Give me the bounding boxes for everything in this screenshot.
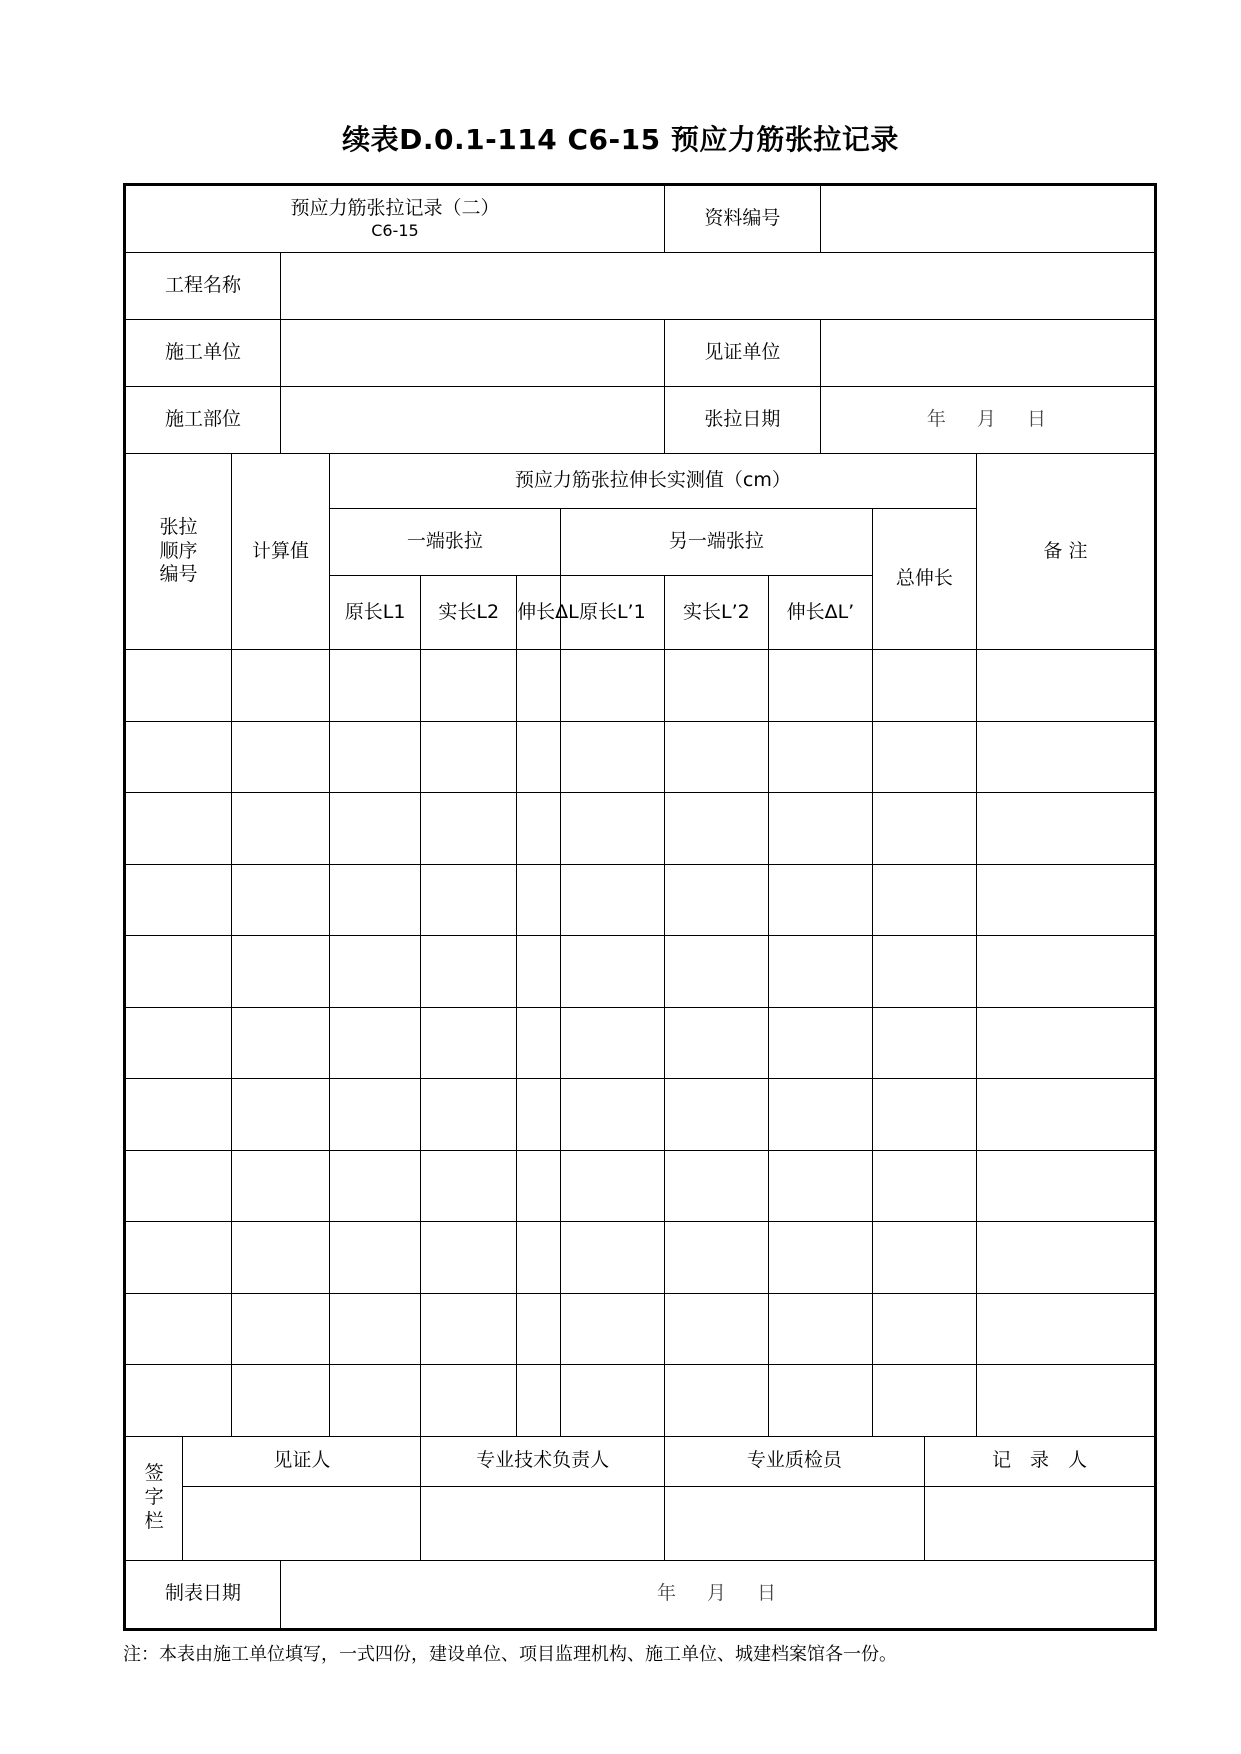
dl-cell[interactable]: [517, 1079, 561, 1151]
dl-cell[interactable]: [517, 1007, 561, 1079]
table-row: [125, 1079, 1156, 1151]
dlp-cell[interactable]: [768, 936, 872, 1008]
tension-date-label: 张拉日期: [664, 387, 820, 454]
remarks-cell[interactable]: [976, 650, 1155, 722]
one-end-tension-header: 一端张拉: [329, 509, 560, 576]
calculated-cell[interactable]: [232, 793, 330, 865]
construction-part-label: 施工部位: [125, 387, 281, 454]
table-row: [125, 1293, 1156, 1365]
dl-cell[interactable]: [517, 793, 561, 865]
sequence-cell[interactable]: [125, 1079, 232, 1151]
witness-unit-label: 见证单位: [664, 320, 820, 387]
sequence-header-line3: 编号: [159, 563, 198, 586]
l2-cell[interactable]: [421, 1007, 517, 1079]
table-row: [125, 793, 1156, 865]
sequence-cell[interactable]: [125, 1293, 232, 1365]
construction-unit-field[interactable]: [281, 320, 665, 387]
form-code: C6-15: [371, 220, 419, 240]
l2p-cell[interactable]: [664, 1293, 768, 1365]
sequence-header-line2: 顺序: [159, 539, 198, 562]
remarks-cell[interactable]: [976, 1007, 1155, 1079]
total-cell[interactable]: [872, 936, 976, 1008]
l1p-cell[interactable]: [560, 1079, 664, 1151]
tension-record-form: [123, 183, 1157, 1631]
sequence-number-header: [125, 454, 232, 650]
remarks-header: 备 注: [976, 454, 1155, 650]
actual-length-l2-header: 实长L2: [421, 576, 517, 650]
l1p-cell[interactable]: [560, 793, 664, 865]
l1p-cell[interactable]: [560, 1365, 664, 1437]
remarks-cell[interactable]: [976, 793, 1155, 865]
actual-length-l2p-header: 实长L’2: [664, 576, 768, 650]
total-cell[interactable]: [872, 864, 976, 936]
table-row: [125, 721, 1156, 793]
quality-inspector-header: 专业质检员: [664, 1436, 924, 1486]
calculated-cell[interactable]: [232, 1150, 330, 1222]
project-name-label: 工程名称: [125, 253, 281, 320]
signature-label-line2: 字: [144, 1486, 164, 1509]
l1-cell[interactable]: [329, 650, 421, 722]
table-row: [125, 1365, 1156, 1437]
total-elongation-header: 总伸长: [872, 509, 976, 650]
sequence-cell[interactable]: [125, 936, 232, 1008]
l1-cell[interactable]: [329, 1222, 421, 1294]
l2p-cell[interactable]: [664, 650, 768, 722]
calculated-cell[interactable]: [232, 1293, 330, 1365]
l1p-cell[interactable]: [560, 936, 664, 1008]
dlp-cell[interactable]: [768, 1365, 872, 1437]
technical-lead-header: 专业技术负责人: [421, 1436, 665, 1486]
dl-cell[interactable]: [517, 1293, 561, 1365]
calculated-cell[interactable]: [232, 650, 330, 722]
calculated-cell[interactable]: [232, 864, 330, 936]
recorder-signature-field[interactable]: [924, 1486, 1155, 1560]
doc-no-field[interactable]: [820, 185, 1155, 253]
remarks-cell[interactable]: [976, 1079, 1155, 1151]
total-cell[interactable]: [872, 1007, 976, 1079]
form-name: 预应力筋张拉记录（二）: [290, 197, 500, 220]
measured-elongation-header: 预应力筋张拉伸长实测值（cm）: [329, 454, 976, 509]
calculated-cell[interactable]: [232, 936, 330, 1008]
l1p-cell[interactable]: [560, 1293, 664, 1365]
dl-cell[interactable]: [517, 721, 561, 793]
calculated-cell[interactable]: [232, 721, 330, 793]
dlp-cell[interactable]: [768, 721, 872, 793]
l2-cell[interactable]: [421, 1222, 517, 1294]
l1p-cell[interactable]: [560, 1150, 664, 1222]
witness-header: 见证人: [183, 1436, 421, 1486]
l2-cell[interactable]: [421, 1293, 517, 1365]
l2p-cell[interactable]: [664, 1079, 768, 1151]
table-row: [125, 650, 1156, 722]
original-length-l1-header: 原长L1: [329, 576, 421, 650]
total-cell[interactable]: [872, 1293, 976, 1365]
dlp-cell[interactable]: [768, 1222, 872, 1294]
calculated-cell[interactable]: [232, 1365, 330, 1437]
dl-cell[interactable]: [517, 864, 561, 936]
l2p-cell[interactable]: [664, 1007, 768, 1079]
sequence-cell[interactable]: [125, 1007, 232, 1079]
l2-cell[interactable]: [421, 936, 517, 1008]
l1p-cell[interactable]: [560, 864, 664, 936]
table-row: [125, 1007, 1156, 1079]
l1p-cell[interactable]: [560, 1007, 664, 1079]
construction-part-field[interactable]: [281, 387, 665, 454]
construction-unit-label: 施工单位: [125, 320, 281, 387]
l2-cell[interactable]: [421, 650, 517, 722]
signature-label-line3: 栏: [144, 1509, 164, 1532]
l1-cell[interactable]: [329, 721, 421, 793]
l1p-cell[interactable]: [560, 1222, 664, 1294]
dl-cell[interactable]: [517, 650, 561, 722]
dlp-cell[interactable]: [768, 650, 872, 722]
calculated-cell[interactable]: [232, 1079, 330, 1151]
total-cell[interactable]: [872, 793, 976, 865]
l1-cell[interactable]: [329, 1293, 421, 1365]
prepared-date-field[interactable]: 年 月 日: [281, 1560, 1156, 1629]
l1-cell[interactable]: [329, 936, 421, 1008]
total-cell[interactable]: [872, 1150, 976, 1222]
l2p-cell[interactable]: [664, 793, 768, 865]
dl-cell[interactable]: [517, 936, 561, 1008]
dlp-cell[interactable]: [768, 1293, 872, 1365]
remarks-cell[interactable]: [976, 1365, 1155, 1437]
dlp-cell[interactable]: [768, 864, 872, 936]
doc-no-label: 资料编号: [664, 185, 820, 253]
elongation-dl-header: 伸长ΔL: [517, 576, 561, 650]
dl-cell[interactable]: [517, 1365, 561, 1437]
footnote: 注：本表由施工单位填写，一式四份，建设单位、项目监理机构、施工单位、城建档案馆各一份。: [123, 1644, 897, 1665]
table-row: [125, 864, 1156, 936]
l2p-cell[interactable]: [664, 936, 768, 1008]
prepared-date-label: 制表日期: [125, 1560, 281, 1629]
dlp-cell[interactable]: [768, 793, 872, 865]
calculated-cell[interactable]: [232, 1222, 330, 1294]
l1-cell[interactable]: [329, 793, 421, 865]
sequence-cell[interactable]: [125, 864, 232, 936]
remarks-cell[interactable]: [976, 1222, 1155, 1294]
l2-cell[interactable]: [421, 864, 517, 936]
remarks-cell[interactable]: [976, 864, 1155, 936]
sequence-cell[interactable]: [125, 793, 232, 865]
sequence-cell[interactable]: [125, 650, 232, 722]
l1p-cell[interactable]: [560, 721, 664, 793]
total-cell[interactable]: [872, 650, 976, 722]
l2-cell[interactable]: [421, 1150, 517, 1222]
signature-label-line1: 签: [144, 1462, 164, 1485]
l2-cell[interactable]: [421, 793, 517, 865]
calculated-cell[interactable]: [232, 1007, 330, 1079]
total-cell[interactable]: [872, 721, 976, 793]
other-end-tension-header: 另一端张拉: [560, 509, 872, 576]
remarks-cell[interactable]: [976, 936, 1155, 1008]
form-title: 续表D.0.1-114 C6-15 预应力筋张拉记录: [342, 123, 899, 156]
witness-unit-field[interactable]: [820, 320, 1155, 387]
sequence-cell[interactable]: [125, 721, 232, 793]
sequence-cell[interactable]: [125, 1365, 232, 1437]
technical-lead-signature-field[interactable]: [421, 1486, 665, 1560]
sequence-cell[interactable]: [125, 1222, 232, 1294]
l2p-cell[interactable]: [664, 1222, 768, 1294]
elongation-dlp-header: 伸长ΔL’: [768, 576, 872, 650]
l1-cell[interactable]: [329, 1079, 421, 1151]
tension-date-field[interactable]: 年 月 日: [820, 387, 1155, 454]
quality-inspector-signature-field[interactable]: [664, 1486, 924, 1560]
total-cell[interactable]: [872, 1365, 976, 1437]
l2p-cell[interactable]: [664, 1365, 768, 1437]
dl-cell[interactable]: [517, 1150, 561, 1222]
l1p-cell[interactable]: [560, 650, 664, 722]
l1-cell[interactable]: [329, 1150, 421, 1222]
l1-cell[interactable]: [329, 1007, 421, 1079]
l1-cell[interactable]: [329, 864, 421, 936]
sequence-cell[interactable]: [125, 1150, 232, 1222]
original-length-l1p-header: 原长L’1: [560, 576, 664, 650]
project-name-field[interactable]: [281, 253, 1156, 320]
sequence-header-line1: 张拉: [159, 515, 198, 538]
signature-section-label: [125, 1436, 183, 1560]
remarks-cell[interactable]: [976, 721, 1155, 793]
dl-cell[interactable]: [517, 1222, 561, 1294]
l2-cell[interactable]: [421, 1079, 517, 1151]
dlp-cell[interactable]: [768, 1150, 872, 1222]
total-cell[interactable]: [872, 1079, 976, 1151]
l2p-cell[interactable]: [664, 721, 768, 793]
table-row: [125, 1150, 1156, 1222]
remarks-cell[interactable]: [976, 1150, 1155, 1222]
dlp-cell[interactable]: [768, 1079, 872, 1151]
witness-signature-field[interactable]: [183, 1486, 421, 1560]
l2-cell[interactable]: [421, 1365, 517, 1437]
l1-cell[interactable]: [329, 1365, 421, 1437]
form-name-cell: [125, 185, 665, 253]
dlp-cell[interactable]: [768, 1007, 872, 1079]
table-row: [125, 936, 1156, 1008]
recorder-header: 记 录 人: [924, 1436, 1155, 1486]
remarks-cell[interactable]: [976, 1293, 1155, 1365]
l2-cell[interactable]: [421, 721, 517, 793]
l2p-cell[interactable]: [664, 864, 768, 936]
l2p-cell[interactable]: [664, 1150, 768, 1222]
total-cell[interactable]: [872, 1222, 976, 1294]
calculated-value-header: 计算值: [232, 454, 330, 650]
table-row: [125, 1222, 1156, 1294]
